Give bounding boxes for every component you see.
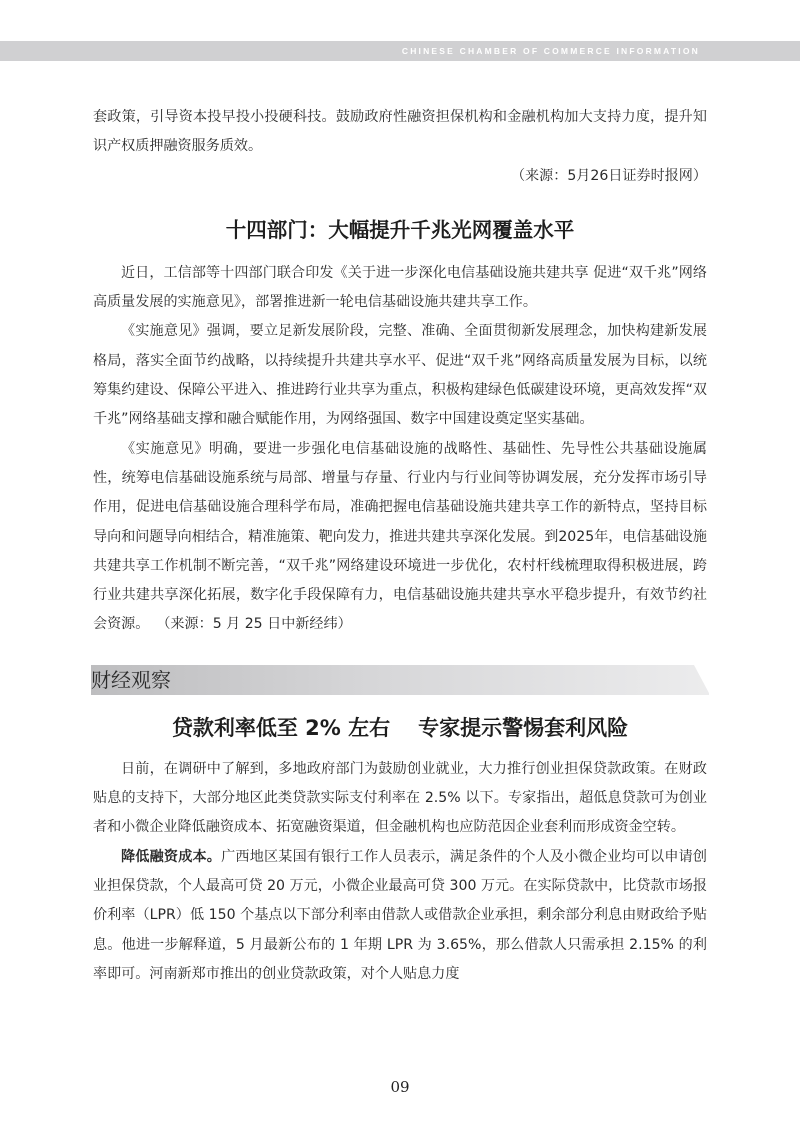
header-brand: CHINESE CHAMBER OF COMMERCE INFORMATION xyxy=(401,46,700,56)
intro-source-text: （来源：5月26日证券时报网） xyxy=(510,167,707,184)
page-number: 09 xyxy=(390,1078,410,1096)
article1-source: （来源：5 月 25 日中新经纬） xyxy=(163,616,352,633)
article2-title-part2: 专家提示警惕套利风险 xyxy=(418,715,629,740)
section-band xyxy=(91,665,709,695)
article2-title xyxy=(93,713,707,743)
article2-paragraph-2 xyxy=(93,843,707,989)
article2-title-part1: 贷款利率低至 2% 左右 xyxy=(171,715,391,740)
article1-paragraph-3 xyxy=(93,435,707,640)
article2-paragraph-2-lead: 降低融资成本。 xyxy=(121,848,222,865)
page-content xyxy=(93,103,707,989)
article2-paragraph-1: 日前，在调研中了解到，多地政府部门为鼓励创业就业，大力推行创业担保贷款政策。在财政贴息的支持下，大部分地区此类贷款实际支付利率在 2.5% 以下。专家指出，超低息贷款可为创业者和小微企业降低融资成本、拓宽融资渠道，但金融机构也应防范因企业套利而形成资金空转。 xyxy=(93,760,707,836)
article1-paragraph-1: 近日，工信部等十四部门联合印发《关于进一步深化电信基础设施共建共享 促进“双千兆”网络高质量发展的实施意见》，部署推进新一轮电信基础设施共建共享工作。 xyxy=(93,264,707,311)
article1-title: 十四部门：大幅提升千兆光网覆盖水平 xyxy=(225,217,575,242)
intro-source xyxy=(93,162,707,191)
article1-paragraph-2: 《实施意见》强调，要立足新发展阶段，完整、准确、全面贯彻新发展理念，加快构建新发展格局，落实全面节约战略，以持续提升共建共享水平、促进“双千兆”网络高质量发展为目标，以统筹集约建设、保障公平进入、推进跨行业共享为重点，积极构建绿色低碳建设环境，更高效发挥“双千兆”网络基础支撑和融合赋能作用，为网络强国、数字中国建设奠定坚实基础。 xyxy=(93,323,707,428)
article2-paragraph-2-text: 广西地区某国有银行工作人员表示，满足条件的个人及小微企业均可以申请创业担保贷款，个人最高可贷 20 万元，小微企业最高可贷 300 万元。在实际贷款中，比贷款市场报价利率（LPR）低 150 个基点以下部分利率由借款人或借款企业承担，剩余部分利息由财政给予贴息。他进一步解释道，5 月最新公布的 1 年期 LPR 为 3.65%，那么借款人只需承担 2.15% 的利率即可。河南新郑市推出的创业贷款政策，对个人贴息力度 xyxy=(93,848,708,982)
section-title: 财经观察 xyxy=(91,667,171,692)
article1-paragraph-3-text: 《实施意见》明确，要进一步强化电信基础设施的战略性、基础性、先导性公共基础设施属性，统筹电信基础设施系统与局部、增量与存量、行业内与行业间等协调发展，充分发挥市场引导作用，促进电信基础设施合理科学布局，准确把握电信基础设施共建共享工作的新特点，坚持目标导向和问题导向相结合，精准施策、靶向发力，推进共建共享深化发展。到2025年，电信基础设施共建共享工作机制不断完善，“双千兆”网络建设环境进一步优化，农村杆线梳理取得积极进展，跨行业共建共享深化拓展，数字化手段保障有力，电信基础设施共建共享水平稳步提升，有效节约社会资源。 xyxy=(93,440,707,633)
intro-paragraph: 套政策，引导资本投早投小投硬科技。鼓励政府性融资担保机构和金融机构加大支持力度，提升知识产权质押融资服务质效。 xyxy=(93,109,707,155)
